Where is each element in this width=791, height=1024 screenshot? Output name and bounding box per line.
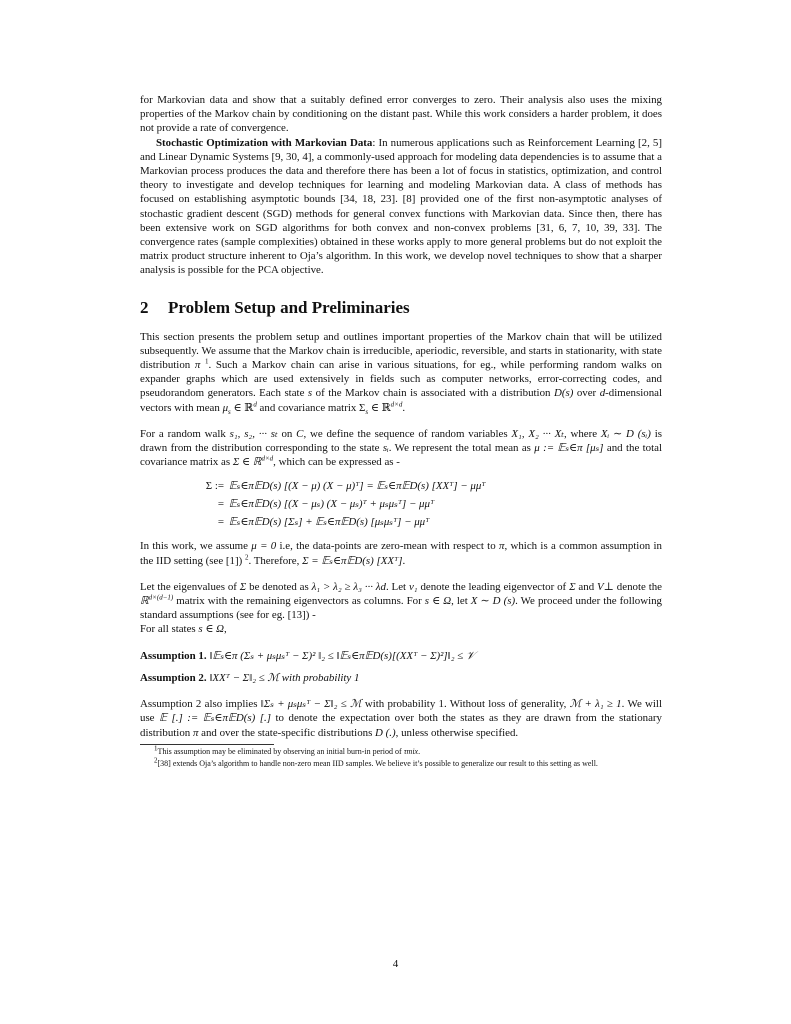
math-pi: π bbox=[498, 540, 505, 553]
math-s: s bbox=[307, 387, 313, 400]
intro-paragraph: for Markovian data and show that a suitably defined error converges to zero. Their analysis also uses the mixing properties of the Markov chain by conditioning on the distant past. While this work considers a harder problem, it does not provide a rate of convergence. bbox=[140, 94, 662, 135]
math-d-sup: d bbox=[253, 400, 257, 409]
assumption-1-math: ‖𝔼ₛ∈π (Σₛ + μₛμₛᵀ − Σ)² ‖₂ ≤ ‖𝔼ₛ∈π𝔼D(s)[(XXᵀ − Σ)²]‖₂ ≤ 𝒱 bbox=[209, 649, 476, 662]
eigen-text: matrix with the remaining eigenvectors as columns. For bbox=[173, 595, 425, 608]
final-text: and over the state-specific distributions bbox=[198, 726, 376, 739]
math-mu-zero: μ = 0 bbox=[251, 540, 277, 553]
math-mu-def: μ := 𝔼ₛ∈π [μₛ] bbox=[534, 442, 604, 455]
math-m-lambda: ℳ + λ₁ ≥ 1 bbox=[569, 698, 622, 711]
assumption-1-label: Assumption 1. bbox=[140, 649, 207, 662]
equation-row bbox=[202, 477, 662, 495]
stochastic-heading: Stochastic Optimization with Markovian Data bbox=[156, 136, 373, 149]
equation-rhs: 𝔼ₛ∈π𝔼D(s) [(X − μ) (X − μ)ᵀ] = 𝔼ₛ∈π𝔼D(s) [XXᵀ] − μμᵀ bbox=[228, 480, 486, 493]
footnote-1 bbox=[140, 744, 662, 758]
assumption-1 bbox=[140, 649, 662, 663]
setup-text: over bbox=[573, 387, 600, 400]
math-sigma: Σ bbox=[569, 580, 576, 593]
assumption-2-label: Assumption 2. bbox=[140, 671, 207, 684]
math-x-ds: X ∼ D (s) bbox=[470, 595, 516, 608]
zero-mean-paragraph bbox=[140, 539, 662, 567]
assumption-2-math: ‖XXᵀ − Σ‖₂ ≤ ℳ bbox=[209, 671, 280, 684]
math-d-dot: D (.) bbox=[375, 726, 396, 739]
stochastic-paragraph bbox=[140, 136, 662, 278]
footnote-2-text: [38] extends Oja’s algorithm to handle non-zero mean IID samples. We believe it’s possible to generalize our result to this setting as well. bbox=[157, 759, 598, 769]
assumption-2-text: with probability 1 bbox=[279, 671, 360, 684]
walk-text: is drawn from the distribution corresponding to the state bbox=[140, 427, 662, 455]
equation-lhs: Σ := bbox=[205, 480, 224, 493]
math-bound: ‖Σₛ + μₛμₛᵀ − Σ‖₂ ≤ ℳ bbox=[260, 698, 362, 711]
setup-text: ∈ ℝ bbox=[368, 401, 391, 414]
setup-text: . bbox=[402, 401, 406, 414]
footnote-2-mark: 2 bbox=[154, 756, 158, 765]
setup-text: of the Markov chain is associated with a distribution bbox=[312, 387, 554, 400]
setup-text: and covariance matrix Σ bbox=[256, 401, 366, 414]
math-pi: π bbox=[194, 359, 201, 372]
eigen-text: , bbox=[224, 623, 227, 636]
math-c: C bbox=[296, 427, 304, 440]
math-x-seq: X₁, X₂ ··· Xₜ bbox=[511, 427, 564, 440]
eigen-paragraph bbox=[140, 580, 662, 637]
eigen-text: be denoted as bbox=[246, 580, 312, 593]
math-seq: s₁, s₂, ··· sₜ bbox=[229, 427, 278, 440]
math-si: sᵢ bbox=[382, 442, 389, 455]
math-xi: Xᵢ ∼ D (sᵢ) bbox=[600, 427, 651, 440]
math-tau-mix: τmix bbox=[403, 746, 419, 756]
walk-paragraph bbox=[140, 427, 662, 470]
stochastic-body: : In numerous applications such as Reinforcement Learning [2, 5] and Linear Dynamic Systems [9, 30, 4], a commonly-used approach for modeling data dependencies is to assume that a Markovian process produces the data and therefore there has been a lot of focus in statistics, optimization, and control theory to investigate and develop techniques for learning and modeling Markovian data. A class of methods has focused on establishing asymptotic bounds [34, 18, 23]. [8] provided one of the first non-asymptotic analyses of stochastic gradient descent (SGD) methods for general convex functions with Markovian data. Since then, there has been extensive work on SGD algorithms for both convex and non-convex problems [31, 6, 7, 10, 39, 33]. The convergence rates (sample complexities) obtained in these works apply to more general problems but do not exploit the matrix product structure inherent to Oja’s algorithm. In this work, we develop novel techniques to show that a sharper analysis is possible for the PCA objective. bbox=[140, 136, 662, 277]
zero-mean-text: , which is a common assumption in the IID setting (see [1]) bbox=[140, 540, 663, 567]
math-sigma-xx: Σ = 𝔼ₛ∈π𝔼D(s) [XXᵀ] bbox=[302, 554, 403, 567]
footnote-1-mark: 1 bbox=[154, 744, 158, 753]
final-text: , unless otherwise specified. bbox=[395, 726, 519, 739]
setup-text: -dimensional vectors with mean bbox=[140, 387, 663, 414]
equation-row bbox=[202, 513, 662, 531]
walk-text: and the total covariance matrix as bbox=[140, 442, 663, 469]
walk-text: , where bbox=[563, 427, 601, 440]
eigen-text: denote the bbox=[613, 580, 662, 593]
equation-lhs: = bbox=[217, 516, 224, 529]
equation-row bbox=[202, 495, 662, 513]
math-v1: v₁ bbox=[408, 580, 418, 593]
math-lambda: λ₁ > λ₂ ≥ λ₃ ··· λd bbox=[311, 580, 386, 593]
setup-text: ∈ ℝ bbox=[230, 401, 254, 414]
zero-mean-text: In this work, we assume bbox=[140, 540, 252, 553]
zero-mean-text: i.e, the data-points are zero-mean with respect to bbox=[276, 540, 499, 553]
math-sigma: Σ bbox=[239, 580, 247, 593]
covariance-equations bbox=[140, 477, 662, 531]
eigen-text: . Let bbox=[385, 580, 409, 593]
footnote-1-text: This assumption may be eliminated by observing an initial burn-in period of bbox=[157, 746, 404, 756]
math-dxd: d×d bbox=[261, 454, 274, 463]
setup-text: This section presents the problem setup and outlines important properties of the Markov chain that will be utilized subsequently. We assume that the Markov chain is irreducible, aperiodic, reversible, and starts in stationarity, with state distribution bbox=[140, 330, 662, 372]
walk-text: . We represent the total mean as bbox=[388, 442, 535, 455]
eigen-text: For all states bbox=[140, 623, 199, 636]
setup-text: . Such a Markov chain can arise in various situations, for eg., while performing random walks on expander graphs which are used extensively in fields such as computer networks, error-correcting codes, and pseudorandom generators. Each state bbox=[140, 359, 662, 400]
footnote-2 bbox=[140, 756, 662, 770]
math-ds: D(s) bbox=[553, 387, 574, 400]
section-heading bbox=[140, 298, 662, 318]
section-number: 2 bbox=[140, 297, 149, 317]
footnote-ref-2[interactable]: 2 bbox=[244, 553, 249, 562]
walk-text: For a random walk bbox=[140, 427, 230, 440]
eigen-text: denote the leading eigenvector of bbox=[417, 580, 570, 593]
walk-text: , which can be expressed as - bbox=[273, 456, 400, 469]
math-expectation: 𝔼 [.] := 𝔼ₛ∈π𝔼D(s) [.] bbox=[159, 712, 271, 725]
zero-mean-text: . bbox=[402, 554, 406, 567]
math-dxd: d×d bbox=[390, 400, 403, 409]
math-s-omega: s ∈ Ω bbox=[198, 623, 225, 636]
math-dim: d×(d−1) bbox=[148, 593, 174, 602]
eigen-text: and bbox=[575, 580, 598, 593]
page-content bbox=[140, 93, 662, 770]
setup-paragraph: This section presents the problem setup and outlines important properties of the Markov chain that will be utilized subsequently. We assume that the Markov chain is irreducible, aperiodic, reversible, and starts in stationarity, with state distribution π $^1$. Such a Markov chain can arise in various situations, for eg., while performing random walks on expander graphs which are used extensively in fields such as computer networks, error-correcting codes, and pseudorandom generators. Each state s of the Markov chain is associated with a distribution D(s) over d-dimensional vectors with mean $\mu_s$ ∈ ℝ$^d$ and covariance matrix $\Sigma_s$ ∈ ℝ$^{d\times d}$. bbox=[140, 330, 663, 416]
final-text: . We will use bbox=[140, 698, 662, 725]
final-text: to denote the expectation over both the states as they are drawn from the stationary distribution bbox=[140, 712, 662, 739]
eigen-text: Let the eigenvalues of bbox=[140, 580, 240, 593]
math-sigma-def: Σ ∈ ℝ bbox=[232, 456, 262, 469]
equation-rhs: 𝔼ₛ∈π𝔼D(s) [Σₛ] + 𝔼ₛ∈π𝔼D(s) [μₛμₛᵀ] − μμᵀ bbox=[228, 516, 430, 529]
page-number: 4 bbox=[392, 958, 399, 970]
footnote-divider bbox=[140, 744, 274, 745]
math-d: d bbox=[599, 387, 606, 400]
math-r: ℝ bbox=[140, 595, 149, 608]
final-text: with probability 1. Without loss of generality, bbox=[361, 698, 570, 711]
zero-mean-text: . Therefore, bbox=[248, 554, 303, 567]
assumption-2 bbox=[140, 671, 662, 685]
eigen-text: , let bbox=[451, 595, 471, 608]
equation-lhs: = bbox=[217, 498, 224, 511]
math-s-omega: s ∈ Ω bbox=[424, 595, 452, 608]
equation-rhs: 𝔼ₛ∈π𝔼D(s) [(X − μₛ) (X − μₛ)ᵀ + μₛμₛᵀ] − μμᵀ bbox=[228, 498, 435, 511]
footnote-ref-1[interactable]: 1 bbox=[204, 357, 209, 366]
section-title: Problem Setup and Preliminaries bbox=[168, 297, 410, 317]
final-text: Assumption 2 also implies bbox=[140, 698, 261, 711]
math-mu: μ bbox=[222, 401, 229, 414]
final-paragraph bbox=[140, 697, 662, 740]
walk-text: , we define the sequence of random variables bbox=[303, 427, 512, 440]
math-pi: π bbox=[192, 726, 199, 739]
footnote-1-text: . bbox=[418, 746, 421, 756]
walk-text: on bbox=[277, 427, 297, 440]
math-vperp: V⊥ bbox=[597, 580, 614, 593]
eigen-text: . We proceed under the following standard assumptions (see for eg. [13]) - bbox=[140, 595, 662, 622]
